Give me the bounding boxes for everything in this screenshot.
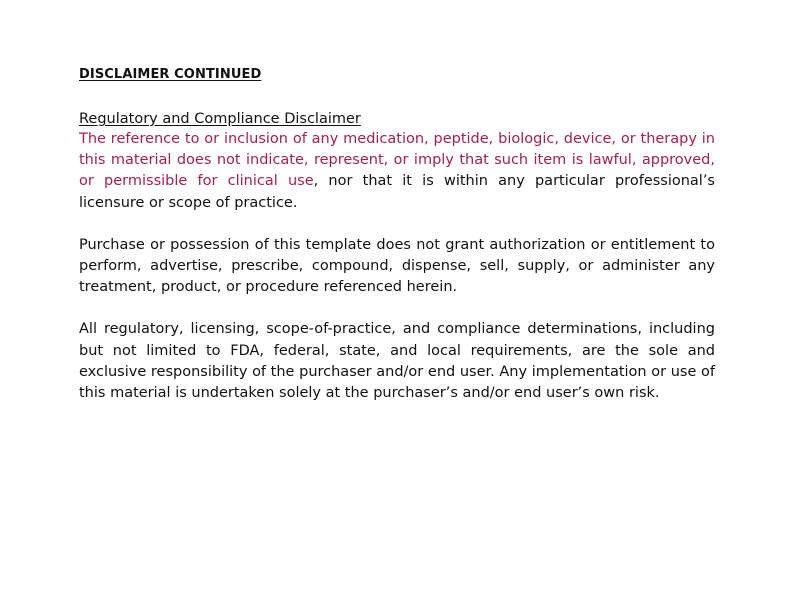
regulatory-paragraph xyxy=(79,129,715,214)
highlighted-statement: The reference to or inclusion of any medication, peptide, biologic, device, or therapy in this material does not indicate, represent, or imply that such item is lawful, approved, or permissible for clinical use xyxy=(79,131,715,190)
purchase-paragraph: Purchase or possession of this template does not grant authorization or entitlement to perform, advertise, prescribe, compound, dispense, sell, supply, or administer any treatment, product, or procedure referenced herein. xyxy=(79,236,715,296)
paragraph-continuation: , nor that it is within any particular professional’s licensure or scope of practice. xyxy=(79,173,715,211)
responsibility-paragraph: All regulatory, licensing, scope-of-practice, and compliance determinations, including but not limited to FDA, federal, state, and local requirements, are the sole and exclusive responsibility of the purchaser and/or end user. Any implementation or use of this material is undertaken solely at the purchaser’s and/or end user’s own risk. xyxy=(79,321,715,402)
section-title: Regulatory and Compliance Disclaimer xyxy=(79,111,361,127)
disclaimer-page xyxy=(79,66,715,404)
page-heading: DISCLAIMER CONTINUED xyxy=(79,67,262,82)
